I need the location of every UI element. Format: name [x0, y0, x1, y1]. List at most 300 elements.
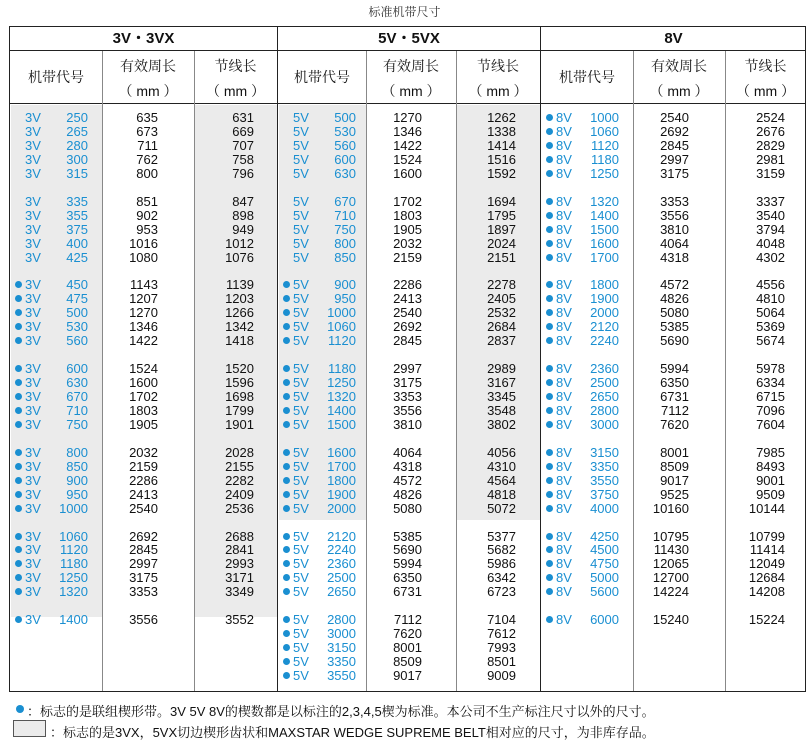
belt-code-prefix: 3V — [25, 402, 41, 418]
belt-code-prefix: 5V — [293, 110, 309, 125]
belt-code-prefix: 5V — [293, 207, 309, 223]
effective-length: 6350 — [393, 570, 422, 586]
pitch-length: 5072 — [487, 500, 516, 516]
belt-code-size: 2240 — [590, 333, 619, 349]
pitch-length: 3548 — [487, 402, 516, 418]
belt-code-prefix: 3V — [25, 486, 41, 502]
header-unit: （ mm ） — [118, 83, 178, 99]
belt-code-size: 1900 — [590, 291, 619, 307]
belt-code-size: 450 — [66, 277, 88, 293]
belt-code-prefix: 8V — [556, 123, 572, 139]
pitch-length: 4818 — [487, 486, 516, 502]
col-header-pitch-5v — [456, 51, 540, 103]
belt-code-prefix: 3V — [25, 123, 41, 139]
belt-code-size: 250 — [66, 110, 88, 125]
pitch-length: 3552 — [225, 612, 254, 628]
pitch-length: 2028 — [225, 444, 254, 460]
pitch-length: 1694 — [487, 193, 516, 209]
column-divider — [456, 51, 457, 691]
belt-code-size: 1180 — [591, 151, 619, 167]
group-belt-dot-icon — [283, 644, 290, 651]
effective-length: 711 — [137, 137, 158, 153]
effective-length: 2159 — [129, 458, 158, 474]
belt-code-size: 3750 — [590, 486, 619, 502]
header-label: 机带代号 — [28, 69, 84, 85]
pitch-length: 2676 — [756, 123, 785, 139]
group-header-8v: 8V — [664, 30, 683, 47]
belt-code-prefix: 5V — [293, 444, 309, 460]
belt-code-size: 280 — [66, 137, 88, 153]
belt-code-size: 1120 — [591, 137, 619, 153]
group-belt-dot-icon — [283, 505, 290, 512]
effective-length: 2286 — [129, 472, 158, 488]
page-title: 标准机带尺寸 — [368, 5, 441, 19]
effective-length: 15240 — [652, 612, 689, 628]
effective-length: 2997 — [129, 556, 158, 572]
effective-length: 2997 — [393, 361, 422, 377]
belt-code-prefix: 3V — [25, 528, 41, 544]
pitch-length: 4302 — [756, 249, 785, 265]
belt-code-size: 560 — [66, 333, 88, 349]
belt-code-prefix: 5V — [293, 570, 309, 586]
effective-length: 1524 — [129, 361, 158, 377]
effective-length: 4064 — [393, 444, 422, 460]
pitch-length: 796 — [232, 165, 254, 181]
belt-code-size: 1000 — [327, 305, 356, 321]
belt-code-prefix: 5V — [293, 668, 309, 683]
pitch-length: 7604 — [756, 416, 785, 432]
effective-length: 3175 — [660, 165, 689, 181]
effective-length: 2997 — [660, 151, 689, 167]
group-belt-dot-icon — [546, 463, 553, 470]
pitch-length: 7612 — [487, 626, 516, 642]
belt-code-size: 3150 — [590, 444, 619, 460]
belt-code-prefix: 8V — [556, 165, 572, 181]
group-belt-dot-icon — [546, 212, 553, 219]
effective-length: 1600 — [129, 375, 158, 391]
effective-length: 1346 — [393, 123, 422, 139]
belt-code-size: 1120 — [328, 333, 356, 349]
belt-code-size: 3350 — [327, 654, 356, 670]
group-belt-dot-icon — [546, 156, 553, 163]
pitch-length: 3337 — [756, 193, 785, 209]
belt-code-size: 1250 — [327, 375, 356, 391]
group-belt-dot-icon — [546, 560, 553, 567]
belt-code-size: 750 — [334, 221, 356, 237]
pitch-length: 2837 — [487, 333, 516, 349]
effective-length: 4572 — [660, 277, 689, 293]
belt-code-prefix: 5V — [293, 123, 309, 139]
belt-code-size: 1700 — [590, 249, 619, 265]
effective-length: 4064 — [660, 235, 689, 251]
effective-length: 10160 — [652, 500, 689, 516]
belt-code-size: 335 — [66, 193, 88, 209]
group-belt-dot-icon — [283, 407, 290, 414]
pitch-length: 1418 — [225, 333, 254, 349]
belt-code-prefix: 5V — [293, 319, 309, 335]
effective-length: 1270 — [129, 305, 158, 321]
pitch-length: 5377 — [487, 528, 516, 544]
pitch-length: 5064 — [756, 305, 785, 321]
effective-length: 1016 — [129, 235, 158, 251]
group-belt-dot-icon — [546, 337, 553, 344]
belt-code-size: 300 — [66, 151, 88, 167]
belt-size-table — [9, 26, 806, 692]
belt-code-size: 1320 — [327, 389, 356, 404]
belt-code-size: 3000 — [590, 416, 619, 432]
group-belt-dot-icon — [283, 463, 290, 470]
pitch-length: 3171 — [225, 570, 254, 586]
belt-code-size: 3550 — [327, 668, 356, 683]
belt-code-size: 1060 — [590, 123, 619, 139]
belt-code-size: 1400 — [327, 402, 356, 418]
pitch-length: 3540 — [756, 207, 785, 223]
belt-code-size: 1600 — [590, 235, 619, 251]
belt-code-size: 2000 — [327, 500, 356, 516]
pitch-length: 6342 — [487, 570, 516, 586]
belt-code-size: 2360 — [327, 556, 356, 572]
pitch-length: 8493 — [756, 458, 785, 474]
pitch-length: 4810 — [756, 291, 785, 307]
effective-length: 2540 — [393, 305, 422, 321]
belt-code-size: 375 — [66, 221, 88, 237]
pitch-length: 1596 — [225, 375, 254, 391]
belt-code-prefix: 8V — [556, 472, 572, 488]
belt-code-size: 5000 — [590, 570, 619, 586]
effective-length: 2159 — [393, 249, 422, 265]
belt-code-prefix: 8V — [556, 458, 572, 474]
header-divider — [10, 103, 805, 104]
group-belt-dot-icon — [15, 477, 22, 484]
belt-code-prefix: 8V — [556, 235, 572, 251]
pitch-length: 1012 — [225, 235, 254, 251]
pitch-length: 10144 — [748, 500, 785, 516]
belt-code-prefix: 3V — [25, 584, 41, 600]
dot-legend-icon — [16, 705, 24, 713]
belt-code-size: 1320 — [59, 584, 88, 600]
pitch-length: 7985 — [756, 444, 785, 460]
belt-code-size: 2650 — [590, 389, 619, 404]
belt-code-size: 1000 — [59, 500, 88, 516]
pitch-length: 9009 — [487, 668, 516, 683]
belt-code-prefix: 3V — [25, 612, 41, 628]
pitch-length: 1139 — [226, 277, 254, 293]
pitch-length: 9509 — [756, 486, 785, 502]
pitch-length: 3167 — [487, 375, 516, 391]
pitch-length: 2829 — [756, 137, 785, 153]
belt-code-prefix: 3V — [25, 375, 41, 391]
col-header-code-3v — [10, 51, 102, 103]
belt-code-size: 355 — [66, 207, 88, 223]
belt-code-size: 1800 — [590, 277, 619, 293]
effective-length: 3353 — [393, 389, 422, 404]
effective-length: 4826 — [660, 291, 689, 307]
effective-length: 2692 — [393, 319, 422, 335]
belt-code-prefix: 5V — [293, 458, 309, 474]
belt-code-size: 425 — [66, 249, 88, 265]
belt-code-prefix: 3V — [25, 444, 41, 460]
effective-length: 2413 — [129, 486, 158, 502]
belt-code-prefix: 3V — [25, 305, 41, 321]
pitch-length: 4056 — [487, 444, 516, 460]
belt-code-size: 600 — [334, 151, 356, 167]
pitch-length: 15224 — [748, 612, 785, 628]
belt-code-prefix: 8V — [556, 375, 572, 391]
pitch-length: 1901 — [225, 416, 254, 432]
header-label: 节线长 — [477, 58, 519, 74]
belt-code-size: 530 — [66, 319, 88, 335]
belt-code-size: 1180 — [328, 361, 356, 377]
effective-length: 851 — [136, 193, 158, 209]
belt-code-size: 900 — [66, 472, 88, 488]
belt-code-prefix: 8V — [556, 193, 572, 209]
effective-length: 6350 — [660, 375, 689, 391]
belt-code-prefix: 8V — [556, 444, 572, 460]
belt-code-prefix: 3V — [25, 235, 41, 251]
column-divider — [277, 27, 278, 691]
column-divider — [540, 27, 541, 691]
belt-code-prefix: 3V — [25, 570, 41, 586]
belt-code-prefix: 8V — [556, 361, 572, 377]
pitch-length: 1076 — [225, 249, 254, 265]
effective-length: 3810 — [660, 221, 689, 237]
pitch-length: 2409 — [225, 486, 254, 502]
belt-code-prefix: 5V — [293, 305, 309, 321]
group-belt-dot-icon — [283, 630, 290, 637]
belt-code-prefix: 5V — [293, 165, 309, 181]
effective-length: 7620 — [660, 416, 689, 432]
effective-length: 4826 — [393, 486, 422, 502]
pitch-length: 2024 — [487, 235, 516, 251]
pitch-length: 3802 — [487, 416, 516, 432]
group-belt-dot-icon — [283, 379, 290, 386]
pitch-length: 5986 — [487, 556, 516, 572]
belt-code-size: 800 — [66, 444, 88, 460]
belt-code-size: 1000 — [590, 110, 619, 125]
belt-code-size: 5600 — [590, 584, 619, 600]
effective-length: 14224 — [652, 584, 689, 600]
belt-code-size: 2800 — [590, 402, 619, 418]
effective-length: 3175 — [393, 375, 422, 391]
col-header-pitch-3v — [194, 51, 277, 103]
belt-code-size: 4750 — [590, 556, 619, 572]
belt-code-size: 900 — [334, 277, 356, 293]
effective-length: 1702 — [393, 193, 422, 209]
pitch-length: 1342 — [225, 319, 254, 335]
group-belt-dot-icon — [15, 505, 22, 512]
belt-code-size: 2360 — [590, 361, 619, 377]
belt-code-size: 710 — [66, 402, 88, 418]
group-belt-dot-icon — [546, 142, 553, 149]
pitch-length: 3349 — [225, 584, 254, 600]
belt-code-size: 850 — [66, 458, 88, 474]
group-belt-dot-icon — [283, 658, 290, 665]
pitch-length: 11414 — [749, 542, 785, 558]
pitch-length: 4310 — [487, 458, 516, 474]
effective-length: 2032 — [393, 235, 422, 251]
pitch-length: 2981 — [756, 151, 785, 167]
belt-code-prefix: 5V — [293, 235, 309, 251]
belt-code-prefix: 3V — [25, 165, 41, 181]
group-belt-dot-icon — [546, 226, 553, 233]
belt-code-prefix: 5V — [293, 151, 309, 167]
belt-code-prefix: 5V — [293, 389, 309, 404]
pitch-length: 1799 — [225, 402, 254, 418]
belt-code-size: 6000 — [590, 612, 619, 628]
pitch-length: 10799 — [748, 528, 785, 544]
belt-code-prefix: 8V — [556, 389, 572, 404]
col-header-effective-8v — [633, 51, 725, 103]
belt-code-prefix: 3V — [25, 556, 41, 572]
belt-code-size: 1600 — [327, 444, 356, 460]
pitch-length: 2151 — [487, 249, 516, 265]
group-belt-dot-icon — [15, 407, 22, 414]
effective-length: 1524 — [393, 151, 422, 167]
belt-code-size: 1060 — [327, 319, 356, 335]
effective-length: 7112 — [394, 612, 422, 628]
header-label: 机带代号 — [559, 69, 615, 85]
pitch-length: 2278 — [487, 277, 516, 293]
belt-code-prefix: 5V — [293, 542, 309, 558]
belt-code-size: 630 — [66, 375, 88, 391]
effective-length: 5690 — [660, 333, 689, 349]
group-belt-dot-icon — [283, 449, 290, 456]
header-unit: （ mm ） — [468, 83, 528, 99]
effective-length: 8001 — [393, 640, 422, 656]
belt-code-size: 2650 — [327, 584, 356, 600]
group-belt-dot-icon — [15, 533, 22, 540]
effective-length: 8001 — [660, 444, 689, 460]
effective-length: 3810 — [393, 416, 422, 432]
belt-code-size: 850 — [334, 249, 356, 265]
belt-code-size: 3350 — [590, 458, 619, 474]
effective-length: 1905 — [129, 416, 158, 432]
belt-code-size: 1320 — [590, 193, 619, 209]
column-divider — [633, 51, 634, 691]
pitch-length: 2155 — [225, 458, 254, 474]
belt-code-size: 560 — [334, 137, 356, 153]
belt-code-prefix: 5V — [293, 612, 309, 628]
pitch-length: 1520 — [225, 361, 254, 377]
belt-code-size: 670 — [334, 193, 356, 209]
group-belt-dot-icon — [283, 533, 290, 540]
group-belt-dot-icon — [546, 505, 553, 512]
col-header-code-5v — [278, 51, 366, 103]
pitch-length: 1698 — [225, 389, 254, 404]
belt-code-prefix: 8V — [556, 402, 572, 418]
belt-code-prefix: 8V — [556, 137, 572, 153]
belt-code-size: 3150 — [327, 640, 356, 656]
effective-length: 6731 — [393, 584, 422, 600]
belt-code-size: 1250 — [590, 165, 619, 181]
group-belt-dot-icon — [15, 379, 22, 386]
pitch-length: 7104 — [487, 612, 516, 628]
belt-code-prefix: 5V — [293, 333, 309, 349]
belt-code-prefix: 3V — [25, 151, 41, 167]
pitch-length: 1266 — [225, 305, 254, 321]
belt-code-prefix: 3V — [25, 249, 41, 265]
effective-length: 2845 — [393, 333, 422, 349]
effective-length: 3353 — [660, 193, 689, 209]
pitch-length: 2841 — [225, 542, 254, 558]
belt-code-prefix: 3V — [25, 333, 41, 349]
pitch-length: 4556 — [756, 277, 785, 293]
pitch-length: 14208 — [748, 584, 785, 600]
pitch-length: 1414 — [487, 137, 516, 153]
footnote-dot: ：标志的是联组楔形带。3V 5V 8V的楔数都是以标注的2,3,4,5楔为标准。本公司不生产标注尺寸以外的尺寸。 — [27, 704, 655, 719]
belt-code-prefix: 5V — [293, 654, 309, 670]
effective-length: 2413 — [393, 291, 422, 307]
column-divider — [725, 51, 726, 691]
header-unit: （ mm ） — [381, 83, 441, 99]
belt-code-size: 2500 — [590, 375, 619, 391]
effective-length: 3556 — [660, 207, 689, 223]
pitch-length: 2536 — [225, 500, 254, 516]
col-header-code-8v — [541, 51, 633, 103]
effective-length: 1080 — [129, 249, 158, 265]
effective-length: 2845 — [129, 542, 158, 558]
belt-code-prefix: 5V — [293, 472, 309, 488]
belt-code-size: 750 — [66, 416, 88, 432]
belt-code-size: 670 — [66, 389, 88, 404]
belt-code-size: 3550 — [590, 472, 619, 488]
header-label: 有效周长 — [651, 58, 707, 74]
pitch-length: 1338 — [487, 123, 516, 139]
belt-code-prefix: 3V — [25, 110, 41, 125]
group-belt-dot-icon — [546, 407, 553, 414]
effective-length: 4572 — [393, 472, 422, 488]
pitch-length: 2524 — [756, 110, 785, 125]
pitch-length: 7993 — [487, 640, 516, 656]
effective-length: 10795 — [652, 528, 689, 544]
header-label: 节线长 — [214, 58, 257, 74]
group-belt-dot-icon — [283, 672, 290, 679]
belt-code-size: 530 — [334, 123, 356, 139]
belt-code-size: 2120 — [590, 319, 619, 335]
effective-length: 3556 — [129, 612, 158, 628]
effective-length: 7620 — [393, 626, 422, 642]
belt-code-prefix: 5V — [293, 291, 309, 307]
belt-code-prefix: 3V — [25, 472, 41, 488]
belt-code-size: 1250 — [59, 570, 88, 586]
pitch-length: 1795 — [487, 207, 516, 223]
pitch-length: 5369 — [756, 319, 785, 335]
col-header-effective-5v — [366, 51, 456, 103]
header-unit: （ mm ） — [735, 83, 796, 99]
pitch-length: 669 — [232, 123, 254, 139]
belt-code-prefix: 3V — [25, 221, 41, 237]
pitch-length: 5674 — [756, 333, 785, 349]
belt-code-size: 1500 — [590, 221, 619, 237]
belt-code-size: 2800 — [327, 612, 356, 628]
pitch-length: 2993 — [225, 556, 254, 572]
group-belt-dot-icon — [15, 393, 22, 400]
effective-length: 1803 — [129, 402, 158, 418]
header-unit: （ mm ） — [205, 83, 266, 99]
footnote-shade: ：标志的是3VX，5VX切边楔形齿状和MAXSTAR WEDGE SUPREME BELT相对应的尺寸，为非库存品。 — [50, 725, 655, 740]
belt-code-prefix: 5V — [293, 361, 309, 377]
effective-length: 2540 — [129, 500, 158, 516]
group-belt-dot-icon — [546, 128, 553, 135]
effective-length: 635 — [136, 110, 158, 125]
belt-code-prefix: 8V — [556, 486, 572, 502]
belt-code-size: 475 — [66, 291, 88, 307]
pitch-length: 3345 — [487, 389, 516, 404]
effective-length: 5385 — [660, 319, 689, 335]
pitch-length: 1203 — [225, 291, 254, 307]
group-belt-dot-icon — [546, 281, 553, 288]
effective-length: 9017 — [393, 668, 422, 683]
